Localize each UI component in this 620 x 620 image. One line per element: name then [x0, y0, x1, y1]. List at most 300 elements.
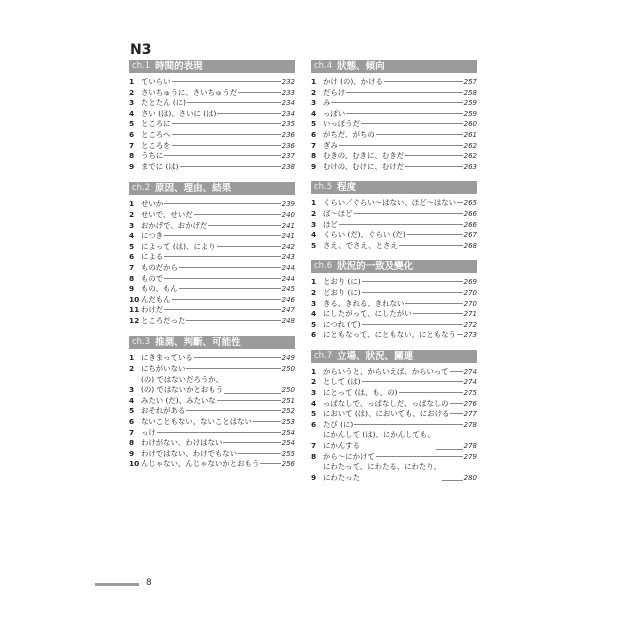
- dot-leader: [164, 203, 280, 204]
- entry-number: 12: [129, 315, 140, 325]
- toc-entry[interactable]: [311, 330, 477, 341]
- entry-page: 250: [281, 365, 295, 374]
- dot-leader: [186, 368, 280, 369]
- toc-entry[interactable]: [129, 77, 295, 88]
- chapter-section: [311, 260, 477, 341]
- chapter-section: [311, 60, 477, 172]
- toc-entry[interactable]: [311, 77, 477, 88]
- dot-leader: [362, 381, 463, 382]
- entry-text: (の) ではないだろうか、 (の) ではないかとおもう: [141, 374, 224, 395]
- entry-number: 8: [311, 451, 317, 461]
- entry-text: にかんして (は)、にかんしても、 にかんする: [323, 430, 435, 451]
- chapter-code: ch.3: [132, 337, 151, 348]
- chapter-section: [129, 60, 295, 172]
- entry-text: わけだ: [141, 305, 164, 315]
- toc-entry[interactable]: [311, 320, 477, 331]
- entry-text: ば～ほど: [323, 208, 353, 218]
- entry-text: むきの、むきに、むきだ: [323, 151, 405, 161]
- entry-page: 278: [463, 420, 477, 429]
- entry-number: 10: [129, 459, 140, 469]
- dot-leader: [164, 235, 281, 236]
- toc-entry[interactable]: [311, 309, 477, 320]
- entry-number: 2: [129, 364, 135, 374]
- entry-number: 7: [129, 140, 135, 150]
- toc-entry[interactable]: [129, 88, 295, 99]
- dot-leader: [164, 256, 280, 257]
- entry-text: きる、きれる、きれない: [323, 298, 405, 308]
- entry-text: ところへ: [141, 129, 171, 139]
- entry-number: 2: [311, 87, 317, 97]
- entry-number: 4: [129, 395, 135, 405]
- entry-text: につき: [141, 231, 164, 241]
- entry-page: 262: [463, 152, 477, 161]
- entry-number: 9: [129, 284, 135, 294]
- chapter-header: [311, 350, 477, 363]
- dot-leader: [354, 424, 462, 425]
- toc-entry[interactable]: [129, 353, 295, 364]
- toc-entry[interactable]: [311, 109, 477, 120]
- dot-leader: [194, 357, 281, 358]
- entry-text: くらい (だ)、ぐらい (だ): [323, 230, 406, 240]
- entry-text: たとたん (に): [141, 98, 187, 108]
- dot-leader: [253, 421, 281, 422]
- entry-page: 272: [463, 320, 477, 329]
- entry-number: 2: [129, 87, 135, 97]
- entry-page: 248: [281, 316, 295, 325]
- entry-page: 245: [281, 285, 295, 294]
- toc-entry[interactable]: [129, 375, 295, 396]
- dot-leader: [238, 453, 281, 454]
- chapter-title: 時間的表現: [155, 61, 203, 72]
- entry-number: 10: [129, 294, 140, 304]
- entry-number: 3: [311, 219, 317, 229]
- toc-entry[interactable]: [129, 459, 295, 470]
- entry-page: 268: [463, 241, 477, 250]
- toc-entry[interactable]: [129, 284, 295, 295]
- chapter-code: ch.2: [132, 183, 151, 194]
- entry-text: ところを: [141, 140, 171, 150]
- dot-leader: [217, 400, 281, 401]
- entry-number: 1: [129, 199, 135, 209]
- entry-text: にちがいない: [141, 364, 186, 374]
- entry-number: 3: [311, 388, 317, 398]
- dot-leader: [362, 292, 463, 293]
- entry-number: 9: [129, 161, 135, 171]
- toc-entry[interactable]: [129, 119, 295, 130]
- entry-page: 243: [281, 253, 295, 262]
- entry-page: 269: [463, 278, 477, 287]
- toc-entry[interactable]: [129, 449, 295, 460]
- entry-page: 267: [463, 231, 477, 240]
- chapter-code: ch.5: [314, 182, 333, 193]
- toc-entry[interactable]: [129, 130, 295, 141]
- entry-number: 5: [311, 119, 317, 129]
- entry-number: 11: [129, 305, 140, 315]
- entry-page: 279: [463, 452, 477, 461]
- entry-text: んじゃない、んじゃないかとおもう: [141, 459, 260, 469]
- page-number: 8: [146, 578, 152, 588]
- toc-entry[interactable]: [311, 241, 477, 252]
- dot-leader: [194, 214, 281, 215]
- entry-text: につれ (て): [323, 319, 361, 329]
- chapter-title: 程度: [337, 182, 357, 194]
- entry-page: 261: [463, 130, 477, 139]
- entry-number: 6: [129, 129, 135, 139]
- dot-leader: [405, 155, 463, 156]
- toc-entry[interactable]: [129, 263, 295, 274]
- chapter-section: [311, 350, 477, 484]
- toc-entry[interactable]: [311, 452, 477, 463]
- entry-text: ぎみ: [323, 140, 338, 150]
- toc-entry[interactable]: [129, 162, 295, 173]
- entry-number: 6: [311, 129, 317, 139]
- entry-text: み: [323, 98, 331, 108]
- entry-number: 6: [129, 417, 135, 427]
- dot-leader: [157, 432, 281, 433]
- toc-entry[interactable]: [311, 230, 477, 241]
- chapter-title: 推測、判斷、可能性: [155, 337, 241, 349]
- toc-entry[interactable]: [129, 98, 295, 109]
- entry-number: 3: [129, 98, 135, 108]
- entry-page: 258: [463, 88, 477, 97]
- toc-entry[interactable]: [129, 141, 295, 152]
- entry-number: 9: [311, 161, 317, 171]
- entry-page: 274: [463, 378, 477, 387]
- entry-text: むけの、むけに、むけだ: [323, 161, 405, 171]
- toc-entry[interactable]: [129, 151, 295, 162]
- dot-leader: [346, 113, 462, 114]
- dot-leader: [436, 449, 463, 450]
- toc-entry[interactable]: [311, 220, 477, 231]
- entry-page: 271: [463, 310, 477, 319]
- entry-number: 8: [129, 273, 135, 283]
- entry-number: 3: [129, 220, 135, 230]
- chapter-code: ch.1: [132, 61, 151, 71]
- dot-leader: [450, 371, 463, 372]
- entry-number: 4: [129, 108, 135, 118]
- entry-page: 256: [281, 460, 295, 469]
- toc-entry[interactable]: [311, 151, 477, 162]
- entry-text: ところだった: [141, 315, 186, 325]
- entry-page: 259: [463, 99, 477, 108]
- entry-number: 8: [311, 151, 317, 161]
- entry-number: 9: [129, 448, 135, 458]
- entry-text: にきまっている: [141, 353, 193, 363]
- entry-text: において (は)、においても、における: [323, 409, 450, 419]
- entry-page: 234: [281, 99, 295, 108]
- entry-page: 232: [281, 78, 295, 86]
- toc-entry[interactable]: [311, 367, 477, 378]
- dot-leader: [172, 134, 281, 135]
- entry-page: 244: [281, 263, 295, 272]
- entry-text: さえ、でさえ、とさえ: [323, 240, 398, 250]
- entry-number: 6: [311, 419, 317, 429]
- entry-page: 244: [281, 274, 295, 283]
- dot-leader: [164, 155, 280, 156]
- entry-number: 5: [311, 319, 317, 329]
- dot-leader: [405, 166, 463, 167]
- toc-entry[interactable]: [129, 364, 295, 375]
- entry-page: 273: [463, 331, 477, 340]
- entry-page: 238: [281, 162, 295, 171]
- entry-number: 1: [311, 77, 317, 86]
- entry-text: おそれがある: [141, 406, 186, 416]
- dot-leader: [172, 145, 281, 146]
- right-column: [311, 60, 477, 492]
- entry-text: がちだ、がちの: [323, 129, 375, 139]
- toc-entry[interactable]: [129, 274, 295, 285]
- entry-text: わけではない、わけでもない: [141, 448, 238, 458]
- toc-entry[interactable]: [311, 420, 477, 431]
- entry-text: おかげで、おかげだ: [141, 220, 208, 230]
- entry-page: 278: [463, 442, 477, 451]
- entry-page: 241: [281, 221, 295, 230]
- dot-leader: [208, 225, 280, 226]
- entry-page: 240: [281, 210, 295, 219]
- entry-text: によって (は)、により: [141, 241, 216, 251]
- entry-page: 241: [281, 232, 295, 241]
- dot-leader: [450, 403, 463, 404]
- entry-text: わけがない、わけはない: [141, 438, 223, 448]
- entry-page: 239: [281, 200, 295, 209]
- dot-leader: [339, 224, 463, 225]
- dot-leader: [376, 134, 463, 135]
- toc-entry[interactable]: [311, 430, 477, 451]
- entry-page: 234: [281, 109, 295, 118]
- dot-leader: [186, 320, 280, 321]
- entry-number: 4: [311, 230, 317, 240]
- chapter-header: [129, 60, 295, 73]
- chapter-header: [129, 182, 295, 195]
- entry-page: 257: [463, 78, 477, 86]
- entry-page: 236: [281, 141, 295, 150]
- entry-text: による: [141, 252, 164, 262]
- toc-entry[interactable]: [129, 242, 295, 253]
- entry-page: 253: [281, 418, 295, 427]
- entry-page: 274: [463, 367, 477, 376]
- entry-text: にともなって、にともない、にともなう: [323, 330, 456, 340]
- toc-entry[interactable]: [311, 399, 477, 410]
- toc-entry[interactable]: [311, 209, 477, 220]
- entry-page: 252: [281, 407, 295, 416]
- entry-text: いっぽうだ: [323, 119, 360, 129]
- entry-number: 1: [311, 198, 317, 208]
- entry-page: 233: [281, 88, 295, 97]
- entry-number: 5: [311, 409, 317, 419]
- entry-text: もので: [141, 273, 164, 283]
- dot-leader: [172, 299, 281, 300]
- entry-text: ていらい: [141, 77, 171, 86]
- chapter-header: [311, 60, 477, 73]
- toc-entry[interactable]: [129, 428, 295, 439]
- entry-text: さい (は)、さいに (は): [141, 108, 217, 118]
- entry-text: たび (に): [323, 419, 354, 429]
- chapter-section: [129, 336, 295, 470]
- toc-entry[interactable]: [129, 295, 295, 306]
- entry-text: までに (は): [141, 161, 179, 171]
- entry-text: だらけ: [323, 87, 346, 97]
- entry-text: もの、もん: [141, 284, 178, 294]
- dot-leader: [399, 392, 463, 393]
- toc-entry[interactable]: [129, 316, 295, 327]
- entry-number: 8: [129, 151, 135, 161]
- toc-entry[interactable]: [129, 396, 295, 407]
- entry-page: 266: [463, 209, 477, 218]
- entry-text: せいか: [141, 199, 164, 209]
- entry-text: っけ: [141, 427, 156, 437]
- dot-leader: [339, 145, 463, 146]
- toc-entry[interactable]: [129, 221, 295, 232]
- dot-leader: [224, 393, 281, 394]
- dot-leader: [361, 123, 463, 124]
- entry-page: 280: [463, 473, 477, 482]
- entry-page: 242: [281, 242, 295, 251]
- toc-entry[interactable]: [129, 252, 295, 263]
- entry-number: 1: [129, 77, 135, 86]
- dot-leader: [457, 202, 463, 203]
- entry-page: 277: [463, 410, 477, 419]
- entry-text: にわたって、にわたる、にわたり、 にわたった: [323, 462, 442, 482]
- toc-entry[interactable]: [129, 109, 295, 120]
- entry-page: 260: [463, 120, 477, 129]
- entry-number: 7: [311, 441, 317, 451]
- entry-text: かけ (の)、かける: [323, 77, 383, 86]
- chapter-header: [311, 181, 477, 194]
- entry-number: 2: [311, 377, 317, 387]
- toc-entry[interactable]: [311, 277, 477, 288]
- entry-number: 4: [311, 309, 317, 319]
- toc-entry[interactable]: [311, 141, 477, 152]
- entry-number: 6: [311, 330, 317, 340]
- dot-leader: [346, 92, 462, 93]
- toc-entry[interactable]: [311, 119, 477, 130]
- chapter-section: [129, 182, 295, 326]
- entry-number: 8: [129, 438, 135, 448]
- toc-entry[interactable]: [311, 462, 477, 483]
- chapter-header: [311, 260, 477, 273]
- toc-entry[interactable]: [129, 210, 295, 221]
- dot-leader: [187, 102, 281, 103]
- dot-leader: [405, 303, 462, 304]
- chapter-title: 狀況的一致及變化: [337, 261, 414, 273]
- entry-number: 5: [129, 241, 135, 251]
- toc-entry[interactable]: [311, 98, 477, 109]
- chapter-title: 狀態、傾向: [337, 61, 385, 72]
- entry-number: 9: [311, 472, 317, 482]
- entry-text: せいで、せいだ: [141, 209, 193, 219]
- toc-entry[interactable]: [129, 199, 295, 210]
- entry-number: 5: [129, 406, 135, 416]
- toc-entry[interactable]: [129, 438, 295, 449]
- dot-leader: [399, 245, 463, 246]
- entry-page: 255: [281, 449, 295, 458]
- dot-leader: [442, 480, 463, 481]
- dot-leader: [217, 113, 280, 114]
- entry-number: 3: [311, 98, 317, 108]
- entry-number: 3: [311, 298, 317, 308]
- entry-number: 3: [129, 385, 135, 395]
- footer-bar: [95, 583, 139, 586]
- toc-entry[interactable]: [311, 198, 477, 209]
- left-column: [129, 60, 295, 480]
- entry-number: 2: [311, 208, 317, 218]
- dot-leader: [384, 81, 463, 82]
- entry-text: っぽい: [323, 108, 346, 118]
- toc-entry[interactable]: [129, 406, 295, 417]
- entry-text: からいうと、からいえば、からいって: [323, 366, 449, 376]
- toc-entry[interactable]: [311, 409, 477, 420]
- chapter-section: [311, 181, 477, 251]
- dot-leader: [331, 102, 462, 103]
- entry-text: ないこともない、ないことはない: [141, 417, 252, 427]
- entry-page: 247: [281, 306, 295, 315]
- entry-page: 259: [463, 109, 477, 118]
- dot-leader: [376, 456, 463, 457]
- dot-leader: [450, 413, 462, 414]
- toc-entry[interactable]: [311, 288, 477, 299]
- entry-text: ほど: [323, 219, 338, 229]
- toc-entry[interactable]: [311, 299, 477, 310]
- dot-leader: [179, 267, 281, 268]
- entry-page: 262: [463, 141, 477, 150]
- entry-text: さいちゅうに、さいちゅうだ: [141, 87, 238, 97]
- entry-number: 6: [129, 252, 135, 262]
- entry-page: 270: [463, 288, 477, 297]
- dot-leader: [362, 281, 463, 282]
- entry-text: んだもん: [141, 294, 171, 304]
- entry-page: 246: [281, 295, 295, 304]
- entry-text: っぱなしで、っぱなしだ、っぱなしの: [323, 398, 449, 408]
- entry-text: にとって (は、も、の): [323, 388, 398, 398]
- dot-leader: [164, 309, 280, 310]
- chapter-code: ch.7: [314, 350, 333, 361]
- dot-leader: [179, 288, 281, 289]
- entry-number: 1: [311, 366, 317, 376]
- entry-number: 5: [311, 240, 317, 250]
- toc-entry[interactable]: [129, 417, 295, 428]
- toc-entry[interactable]: [311, 88, 477, 99]
- toc-entry[interactable]: [311, 388, 477, 399]
- entry-text: とおり (に): [323, 277, 361, 287]
- entry-number: 7: [129, 427, 135, 437]
- entry-page: 265: [463, 199, 477, 208]
- dot-leader: [186, 410, 280, 411]
- entry-number: 1: [311, 277, 317, 287]
- entry-text: から～にかけて: [323, 451, 375, 461]
- dot-leader: [362, 324, 463, 325]
- entry-page: 263: [463, 162, 477, 171]
- toc-entry[interactable]: [129, 305, 295, 316]
- toc-entry[interactable]: [311, 377, 477, 388]
- entry-number: 7: [129, 262, 135, 272]
- entry-number: 4: [129, 231, 135, 241]
- entry-number: 4: [311, 398, 317, 408]
- entry-number: 2: [311, 287, 317, 297]
- toc-entry[interactable]: [311, 162, 477, 173]
- dot-leader: [180, 166, 281, 167]
- dot-leader: [217, 246, 281, 247]
- entry-number: 1: [129, 353, 135, 363]
- chapter-title: 立場、狀況、關連: [337, 350, 414, 362]
- dot-leader: [354, 213, 463, 214]
- entry-text: どおり (に): [323, 287, 361, 297]
- toc-entry[interactable]: [129, 231, 295, 242]
- toc-entry[interactable]: [311, 130, 477, 141]
- chapter-header: [129, 336, 295, 349]
- chapter-code: ch.6: [314, 261, 333, 272]
- chapter-code: ch.4: [314, 61, 333, 71]
- entry-number: 4: [311, 108, 317, 118]
